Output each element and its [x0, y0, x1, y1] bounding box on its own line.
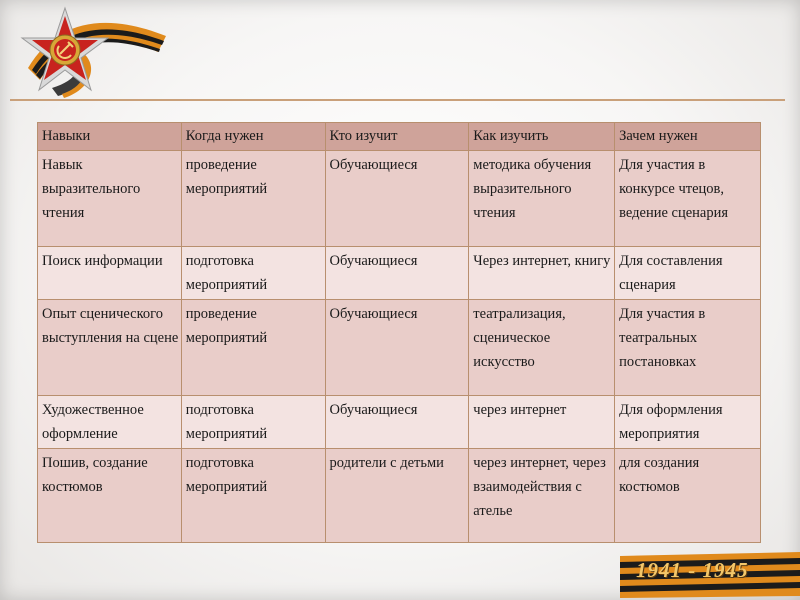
table-cell: Для участия в театральных постановках [615, 300, 761, 396]
skills-table [37, 122, 761, 543]
table-cell: Для оформления мероприятия [615, 396, 761, 449]
table-cell: Обучающиеся [325, 151, 469, 247]
table-row [38, 449, 761, 543]
table-cell: Для составления сценария [615, 247, 761, 300]
table-cell: Поиск информации [38, 247, 182, 300]
table-header-row [38, 123, 761, 151]
table-row [38, 300, 761, 396]
header-why: Зачем нужен [615, 123, 761, 151]
table-cell: родители с детьми [325, 449, 469, 543]
table-row [38, 247, 761, 300]
header-skills: Навыки [38, 123, 182, 151]
table-cell: через интернет [469, 396, 615, 449]
table-cell: Пошив, создание костюмов [38, 449, 182, 543]
table-cell: Художественное оформление [38, 396, 182, 449]
table-cell: Обучающиеся [325, 247, 469, 300]
table-cell: через интернет, через взаимодействия с ателье [469, 449, 615, 543]
header-how: Как изучить [469, 123, 615, 151]
table-cell: подготовка мероприятий [181, 247, 325, 300]
header-when: Когда нужен [181, 123, 325, 151]
table-cell: подготовка мероприятий [181, 396, 325, 449]
table-row [38, 396, 761, 449]
table-cell: подготовка мероприятий [181, 449, 325, 543]
years-ribbon [620, 548, 800, 600]
table-cell: проведение мероприятий [181, 300, 325, 396]
table-cell: методика обучения выразительного чтения [469, 151, 615, 247]
table-cell: Навык выразительного чтения [38, 151, 182, 247]
table-cell: Опыт сценического выступления на сцене [38, 300, 182, 396]
table-cell: Обучающиеся [325, 396, 469, 449]
table-cell: Обучающиеся [325, 300, 469, 396]
table-cell: Для участия в конкурсе чтецов, ведение сценария [615, 151, 761, 247]
header-accent-line [10, 99, 785, 101]
table-cell: Через интернет, книгу [469, 247, 615, 300]
table-cell: для создания костюмов [615, 449, 761, 543]
table-cell: театрализация, сценическое искусство [469, 300, 615, 396]
table-cell: проведение мероприятий [181, 151, 325, 247]
header-who: Кто изучит [325, 123, 469, 151]
order-star-icon [20, 6, 110, 96]
years-label: 1941 - 1945 [636, 558, 749, 582]
table-row [38, 151, 761, 247]
